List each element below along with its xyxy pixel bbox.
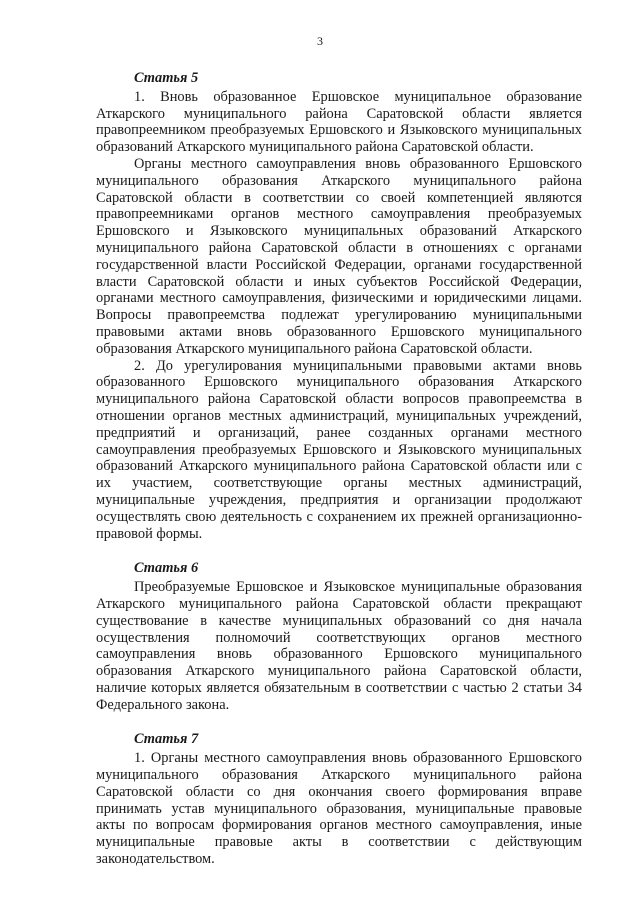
page-number: 3 [317,34,323,48]
article-paragraph: 1. Органы местного самоуправления вновь образованного Ершовского муниципального образования Аткарского муниципального района Саратовской области со дня окончания своего формирования вправе принимать устав муниципального образования, муниципальные правовые акты по вопросам формирования органов местного самоуправления, иные муниципальные правовые акты в соответствии с действующим законодательством. [96,750,582,868]
article-paragraph: Органы местного самоуправления вновь образованного Ершовского муниципального образования Аткарского муниципального района Саратовской области в соответствии со своей компетенцией являются правопреемниками органов местного самоуправления преобразуемых Ершовского и Языковского муниципальных образований Аткарского муниципального района Саратовской области в отношениях с органами государственной власти Российской Федерации, органами государственной власти Саратовской области и иных субъектов Российской Федерации, органами местного самоуправления, физическими и юридическими лицами. Вопросы правопреемства подлежат урегулированию муниципальными правовыми актами вновь образованного Ершовского муниципального образования Аткарского муниципального района Саратовской области. [96,155,582,357]
article-7 [96,731,582,867]
article-paragraph: 1. Вновь образованное Ершовское муниципальное образование Аткарского муниципального района Саратовской области является правопреемником преобразуемых Ершовского и Языковского муниципальных образований Аткарского муниципального района Саратовской области. [96,88,582,156]
article-heading: Статья 6 [134,560,199,577]
article-heading: Статья 7 [134,731,199,748]
document-body [96,70,582,886]
article-5 [96,70,582,542]
article-6 [96,560,582,713]
article-paragraph: Преобразуемые Ершовское и Языковское муниципальные образования Аткарского муниципального района Саратовской области прекращают существование в качестве муниципальных образований со дня начала осуществления полномочий соответствующих органов местного самоуправления вновь образованного Ершовского муниципального образования Аткарского муниципального района Саратовской области, наличие которых является обязательным в соответствии с частью 2 статьи 34 Федерального закона. [96,579,582,713]
article-heading: Статья 5 [134,70,199,86]
article-paragraph: 2. До урегулирования муниципальными правовыми актами вновь образованного Ершовского муниципального образования Аткарского муниципального района Саратовской области вопросов правопреемства в отношении органов местных администраций, муниципальных учреждений, предприятий и организаций, ранее созданных органами местного самоуправления преобразуемых Ершовского и Языковского муниципальных образований Аткарского муниципального района Саратовской области или с их участием, соответствующие органы местных администраций, муниципальные учреждения, предприятия и организации продолжают осуществлять свою деятельность с сохранением их прежней организационно-правовой формы. [96,357,582,542]
